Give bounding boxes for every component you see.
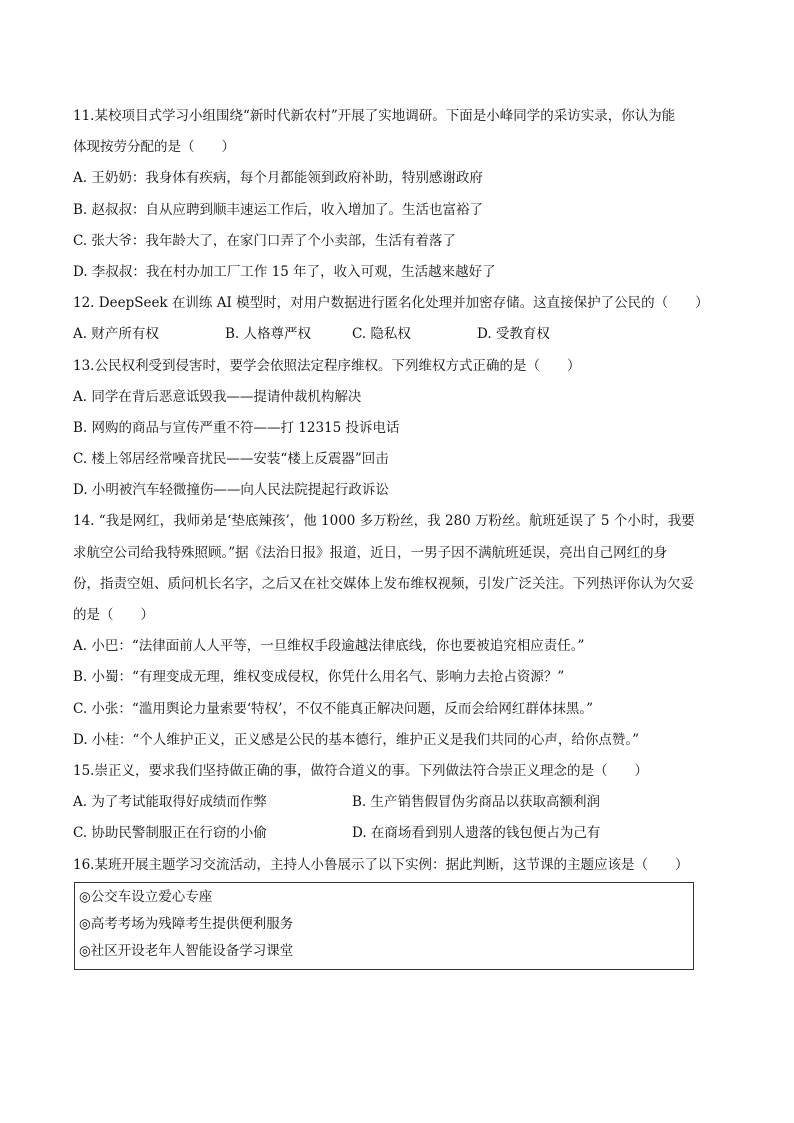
question-stem: 11.某校项目式学习小组围绕“新时代新农村”开展了实地调研。下面是小峰同学的采访实录，你认为能 xyxy=(73,108,676,124)
option-d: D. 小明被汽车轻微撞伤——向人民法院提起行政诉讼 xyxy=(73,482,389,499)
question-14 xyxy=(73,506,723,756)
option-d: D. 李叔叔：我在村办加工厂工作 15 年了，收入可观，生活越来越好了 xyxy=(73,263,496,280)
question-stem: 体现按劳分配的是（ ） xyxy=(73,139,235,156)
question-12 xyxy=(73,288,723,350)
question-stem: 份，指责空姐、质问机长名字，之后又在社交媒体上发布维权视频，引发广泛关注。下列热评你认为欠妥 xyxy=(73,575,694,592)
question-stem: 15.崇正义，要求我们坚持做正确的事，做符合道义的事。下列做法符合崇正义理念的是（ ） xyxy=(73,762,648,779)
option-a: A. 王奶奶：我身体有疾病，每个月都能领到政府补助，特别感谢政府 xyxy=(73,170,483,187)
example-item: ◎社区开设老年人智能设备学习课堂 xyxy=(79,942,294,959)
question-stem: 16.某班开展主题学习交流活动，主持人小鲁展示了以下实例：据此判断，这节课的主题应该是（ ） xyxy=(73,856,689,873)
option-b: B. 赵叔叔：自从应聘到顺丰速运工作后，收入增加了。生活也富裕了 xyxy=(73,201,484,218)
example-item: ◎高考考场为残障考生提供便利服务 xyxy=(79,915,294,932)
option-c: C. 楼上邻居经常噪音扰民——安装“楼上反震器”回击 xyxy=(73,451,389,468)
question-11 xyxy=(73,101,723,288)
question-stem: 的是（ ） xyxy=(73,607,154,623)
option-d: D. 在商场看到别人遗落的钱包便占为己有 xyxy=(352,825,601,842)
option-a: A. 财产所有权 xyxy=(73,326,159,343)
question-15 xyxy=(73,756,723,850)
option-c: C. 协助民警制服正在行窃的小偷 xyxy=(73,825,267,842)
question-16 xyxy=(73,850,723,970)
options-row xyxy=(73,818,723,849)
options-row xyxy=(73,319,723,350)
option-a: A. 为了考试能取得好成绩而作弊 xyxy=(73,794,267,811)
option-b: B. 人格尊严权 xyxy=(225,326,312,343)
question-stem: 13.公民权利受到侵害时，要学会依照法定程序维权。下列维权方式正确的是（ ） xyxy=(73,357,581,374)
option-b: B. 网购的商品与宣传严重不符——打 12315 投诉电话 xyxy=(73,419,400,436)
option-c: C. 隐私权 xyxy=(352,326,411,343)
question-stem: 求航空公司给我特殊照顾。”据《法治日报》报道，近日，一男子因不满航班延误，亮出自己网红的身 xyxy=(73,544,668,561)
option-b: B. 小蜀：“有理变成无理，维权变成侵权，你凭什么用名气、影响力去抢占资源？” xyxy=(73,669,565,686)
option-d: D. 小桂：“个人维护正义，正义感是公民的基本德行，维护正义是我们共同的心声，给你点赞。” xyxy=(73,731,639,748)
option-d: D. 受教育权 xyxy=(477,326,550,343)
question-stem: 12. DeepSeek 在训练 AI 模型时，对用户数据进行匿名化处理并加密存储。这直接保护了公民的（ ） xyxy=(73,295,709,312)
option-b: B. 生产销售假冒伪劣商品以获取高额利润 xyxy=(352,794,601,811)
option-c: C. 张大爷：我年龄大了，在家门口弄了个小卖部，生活有着落了 xyxy=(73,232,456,249)
example-box xyxy=(74,882,694,970)
options-row xyxy=(73,787,723,818)
question-list xyxy=(73,101,723,970)
option-a: A. 小巴：“法律面前人人平等，一旦维权手段逾越法律底线，你也要被追究相应责任。” xyxy=(73,638,585,655)
option-c: C. 小张：“滥用舆论力量索要‘特权’，不仅不能真正解决问题，反而会给网红群体抹黑。” xyxy=(73,700,594,717)
example-item: ◎公交车设立爱心专座 xyxy=(79,888,213,905)
question-13 xyxy=(73,351,723,507)
option-a: A. 同学在背后恶意诋毁我——提请仲裁机构解决 xyxy=(73,388,362,405)
question-stem: 14. “我是网红，我师弟是‘垫底辣孩’，他 1000 多万粉丝，我 280 万粉丝。航班延误了 5 个小时，我要 xyxy=(73,513,695,530)
